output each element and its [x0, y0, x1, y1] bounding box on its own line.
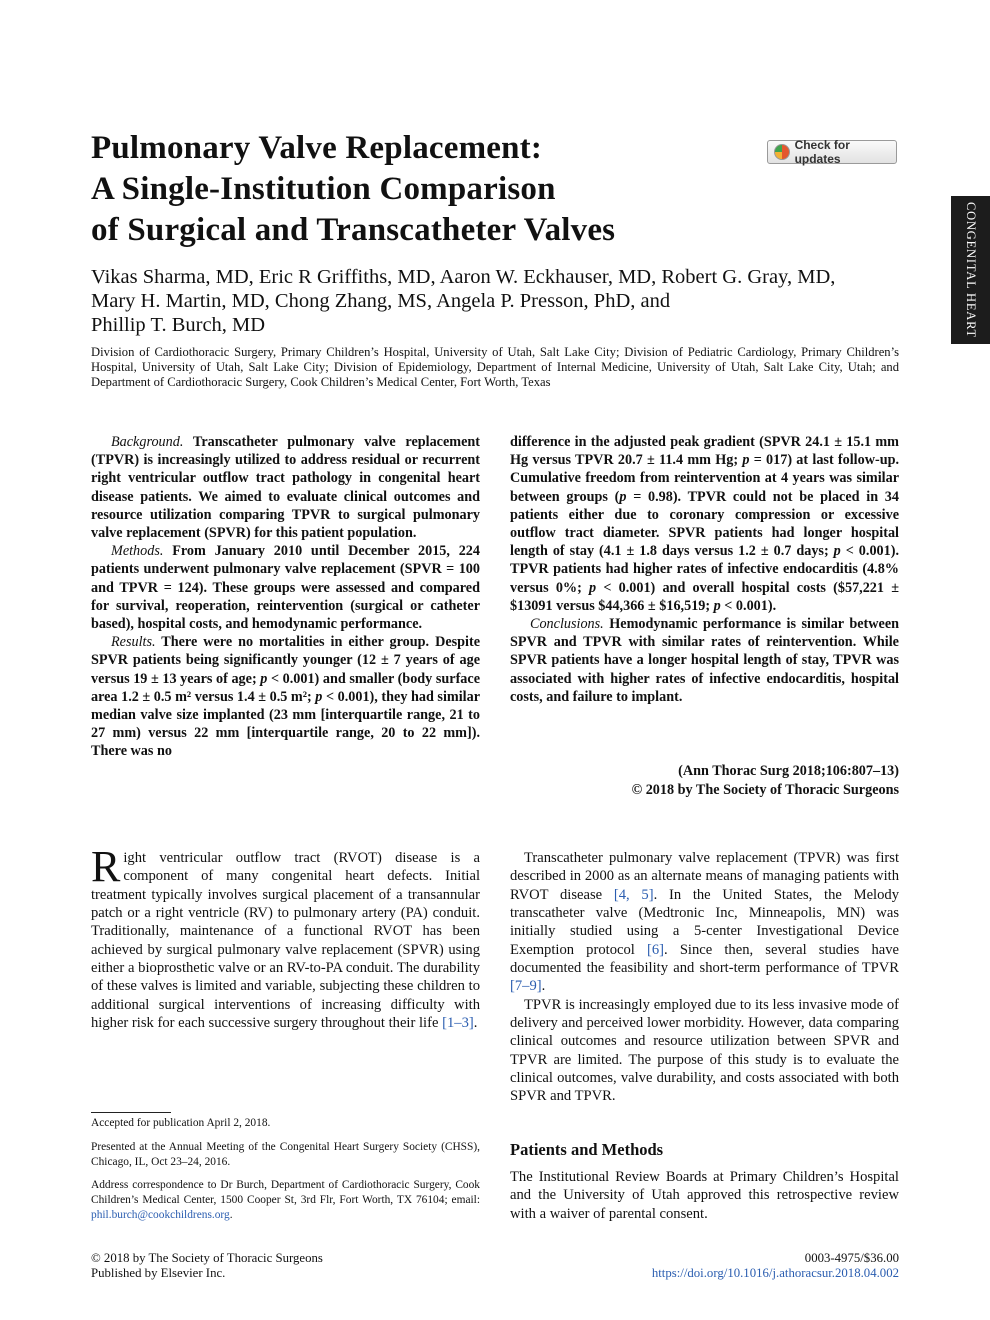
- email-link[interactable]: phil.burch@cookchildrens.org: [91, 1209, 230, 1221]
- p-symbol: p: [589, 579, 597, 596]
- results-heading: Results.: [111, 634, 156, 651]
- p-symbol: p: [713, 597, 721, 614]
- reference-link[interactable]: [4, 5]: [613, 886, 654, 903]
- crossmark-icon: [774, 144, 790, 160]
- p-symbol: p: [315, 688, 323, 705]
- results-text: < 0.001) and smaller (body surface area 1.2 ± 0.5 m² versus 1.4 ± 0.5 m²;: [91, 670, 480, 705]
- results-text: < 0.001) and overall hospital costs ($57,221 ± $13091 versus $44,366 ± $16,519;: [510, 579, 899, 614]
- author-line: Mary H. Martin, MD, Chong Zhang, MS, Angela P. Presson, PhD, and: [91, 290, 671, 312]
- check-for-updates-label: Check for updates: [794, 138, 850, 166]
- author-line: Vikas Sharma, MD, Eric R Griffiths, MD, Aaron W. Eckhauser, MD, Robert G. Gray, MD,: [91, 266, 836, 288]
- body-paragraph: The Institutional Review Boards at Primary Children’s Hospital and the University of Utah approved this retrospective review with a waiver of parental consent.: [510, 1169, 899, 1222]
- abstract-right-column: [510, 433, 899, 706]
- issn-price: 0003-4975/$36.00: [804, 1251, 899, 1265]
- doi-link[interactable]: https://doi.org/10.1016/j.athoracsur.2018.04.002: [651, 1266, 899, 1280]
- background-heading: Background.: [111, 434, 184, 450]
- conclusions-text: Hemodynamic performance is similar between SPVR and TPVR with similar rates of reintervention. While SPVR patients have a longer hospital length of stay, TPVR was associated with higher rates of infective endocarditis, hospital costs, and failure to implant.: [510, 616, 900, 705]
- title-line: of Surgical and Transcatheter Valves: [91, 212, 616, 248]
- background-text: Transcatheter pulmonary valve replacement (TPVR) is increasingly utilized to address residual or recurrent right ventricular outflow tract pathology in congenital heart disease patients. We aimed to evaluate clinical outcomes and resource utilization comparing TPVR to surgical pulmonary valve replacement (SPVR) for this patient population.: [91, 434, 480, 542]
- p-symbol: p: [742, 452, 750, 469]
- paragraph-text: Since then, several studies have documented the feasibility and short-term performance of TPVR: [510, 941, 900, 977]
- section-tab: [951, 196, 990, 344]
- abstract-background: [91, 433, 480, 542]
- results-text: < 0.001). TPVR patients had higher rates of infective endocarditis (4.8% versus 0%;: [510, 543, 899, 596]
- reference-link[interactable]: [1–3]: [442, 1015, 474, 1032]
- footer-left: [91, 1251, 323, 1281]
- journal-citation: (Ann Thorac Surg 2018;106:807–13): [678, 763, 899, 779]
- affiliations: Division of Cardiothoracic Surgery, Primary Children’s Hospital, University of Utah, Salt Lake City; Division of Pediatric Cardiology, Primary Children’s Hospital, University of Utah, Salt Lake City; Division of Epidemiology, Department of Internal Medicine, University of Utah, Salt Lake City, Utah; and Department of Cardiothoracic Surgery, Cook Children’s Medical Center, Fort Worth, Texas: [91, 345, 899, 389]
- body-paragraph: TPVR is increasingly employed due to its less invasive mode of delivery and perceived lower morbidity. However, data comparing clinical outcomes and resource utilization between SPVR and TPVR are limited. The purpose of this study is to evaluate the clinical outcomes, valve durability, and costs associated with both SPVR and TPVR.: [510, 996, 899, 1105]
- footer-publisher: Published by Elsevier Inc.: [91, 1266, 226, 1280]
- title-line: Pulmonary Valve Replacement:: [91, 130, 543, 166]
- footnote-divider: [91, 1112, 171, 1113]
- abstract-copyright: © 2018 by The Society of Thoracic Surgeons: [631, 781, 899, 798]
- footnote-correspondence: Address correspondence to Dr Burch, Department of Cardiothoracic Surgery, Cook Children’s Medical Center, 1500 Cooper St, 3rd Flr, Fort Worth, TX 76104; email: phil.burch@cookchildrens.org.: [91, 1179, 480, 1221]
- abstract-results-continued: [510, 433, 899, 615]
- p-symbol: p: [619, 488, 627, 505]
- results-text: difference in the adjusted peak gradient (SPVR 24.1 ± 15.1 mm Hg versus TPVR 20.7 ± 11.4 mm Hg;: [510, 434, 899, 469]
- drop-cap: R: [91, 842, 121, 891]
- methods-text: From January 2010 until December 2015, 224 patients underwent pulmonary valve replacement (SPVR = 100 and TPVR = 124). These groups were assessed and compared for survival, reoperation, reintervention (surgical or catheter based), hospital costs, and hemodynamic performance.: [91, 543, 480, 633]
- correspondence-text: Address correspondence to Dr Burch, Department of Cardiothoracic Surgery, Cook Children’s Medical Center, 1500 Cooper St, 3rd Flr, Fort Worth, TX 76104; email:: [91, 1179, 480, 1206]
- reference-link[interactable]: [7–9]: [510, 978, 542, 995]
- author-list: [91, 265, 911, 337]
- abstract-results: [91, 633, 480, 760]
- section-tab-label: CONGENITAL HEART: [964, 202, 978, 338]
- p-symbol: p: [833, 543, 841, 560]
- p-symbol: p: [260, 670, 268, 687]
- intro-paragraph: Right ventricular outflow tract (RVOT) disease is a component of many congenital heart defects. Initial treatment typically involves surgical placement of a transannular patch or a right ventricle (RV) to pulmonary artery (PA) conduit. Traditionally, maintenance of a functional RVOT has been achieved by surgical pulmonary valve replacement (SPVR) using either a bioprosthetic valve or an RV-to-PA conduit. The durability of these valves is limited and variable, subjecting these children to additional surgical interventions of increasing difficulty with higher risk for each successive surgery throughout their life [1–3].: [91, 842, 480, 1032]
- paragraph-text: In the United States, the Melody transcatheter valve (Medtronic Inc, Minneapolis, MN) was initially studied using a 5-center Investigational Device Exemption protocol: [510, 886, 899, 958]
- title-line: A Single-Institution Comparison: [91, 171, 556, 207]
- article-title: [91, 128, 731, 251]
- results-text: < 0.001).: [724, 597, 777, 614]
- abstract-left-column: [91, 433, 480, 761]
- results-text: < 0.001), they had similar median valve size implanted (23 mm [interquartile range, 21 to 27 mm) versus 22 mm [interquartile range, 20 to 22 mm]). There was no: [91, 688, 480, 760]
- methods-paragraph: [510, 1168, 899, 1223]
- citation-block: [510, 762, 899, 799]
- methods-heading: Methods.: [111, 543, 164, 560]
- results-text: = 0.98). TPVR could not be placed in 34 patients either due to coronary compression or excessive outflow tract diameter. SPVR patients had longer hospital length of stay (4.1 ± 1.8 days versus 1.2 ± 0.7 days;: [510, 488, 899, 560]
- check-for-updates-button[interactable]: [767, 140, 897, 164]
- body-paragraph: Transcatheter pulmonary valve replacement (TPVR) was first described in 2000 as an alternate means of managing patients with RVOT disease [4, 5]. In the United States, the Melody transcatheter valve (Medtronic Inc, Minneapolis, MN) was initially studied using a 5-center Investigational Device Exemption protocol [6]. Since then, several studies have documented the feasibility and short-term performance of TPVR [7–9].: [510, 850, 900, 995]
- author-line: Phillip T. Burch, MD: [91, 314, 266, 336]
- body-right-column: [510, 849, 899, 1106]
- results-text: = 017) at last follow-up. Cumulative freedom from reintervention at 4 years was similar between groups (: [510, 452, 900, 505]
- section-heading: Patients and Methods: [510, 1140, 664, 1159]
- footer-copyright: © 2018 by The Society of Thoracic Surgeons: [91, 1251, 323, 1265]
- abstract-methods: [91, 542, 480, 633]
- footer-right: [560, 1251, 899, 1281]
- abstract-conclusions: [510, 615, 899, 706]
- footnote-accepted: Accepted for publication April 2, 2018.: [91, 1117, 271, 1129]
- reference-link[interactable]: [6]: [646, 941, 665, 958]
- body-left-column: [91, 842, 480, 1032]
- intro-text: ight ventricular outflow tract (RVOT) disease is a component of many congenital heart defects. Initial treatment typically involves surgical placement of a transannular patch or a right ventricle (RV) to pulmonary artery (PA) conduit. Traditionally, maintenance of a functional RVOT has been achieved by surgical pulmonary valve replacement (SPVR) using either a bioprosthetic valve or an RV-to-PA conduit. The durability of these valves is limited and variable, subjecting these children to additional surgical interventions of increasing difficulty with higher risk for each successive surgery throughout their life: [91, 850, 480, 1032]
- results-text: There were no mortalities in either group. Despite SPVR patients being significantly younger (12 ± 7 years of age versus 19 ± 13 years of age;: [91, 634, 480, 687]
- conclusions-heading: Conclusions.: [530, 616, 604, 633]
- paragraph-text: Transcatheter pulmonary valve replacement (TPVR) was first described in 2000 as an alternate means of managing patients with RVOT disease: [510, 850, 899, 903]
- footnote-presented: Presented at the Annual Meeting of the Congenital Heart Surgery Society (CHSS), Chicago, IL, Oct 23–24, 2016.: [91, 1141, 480, 1168]
